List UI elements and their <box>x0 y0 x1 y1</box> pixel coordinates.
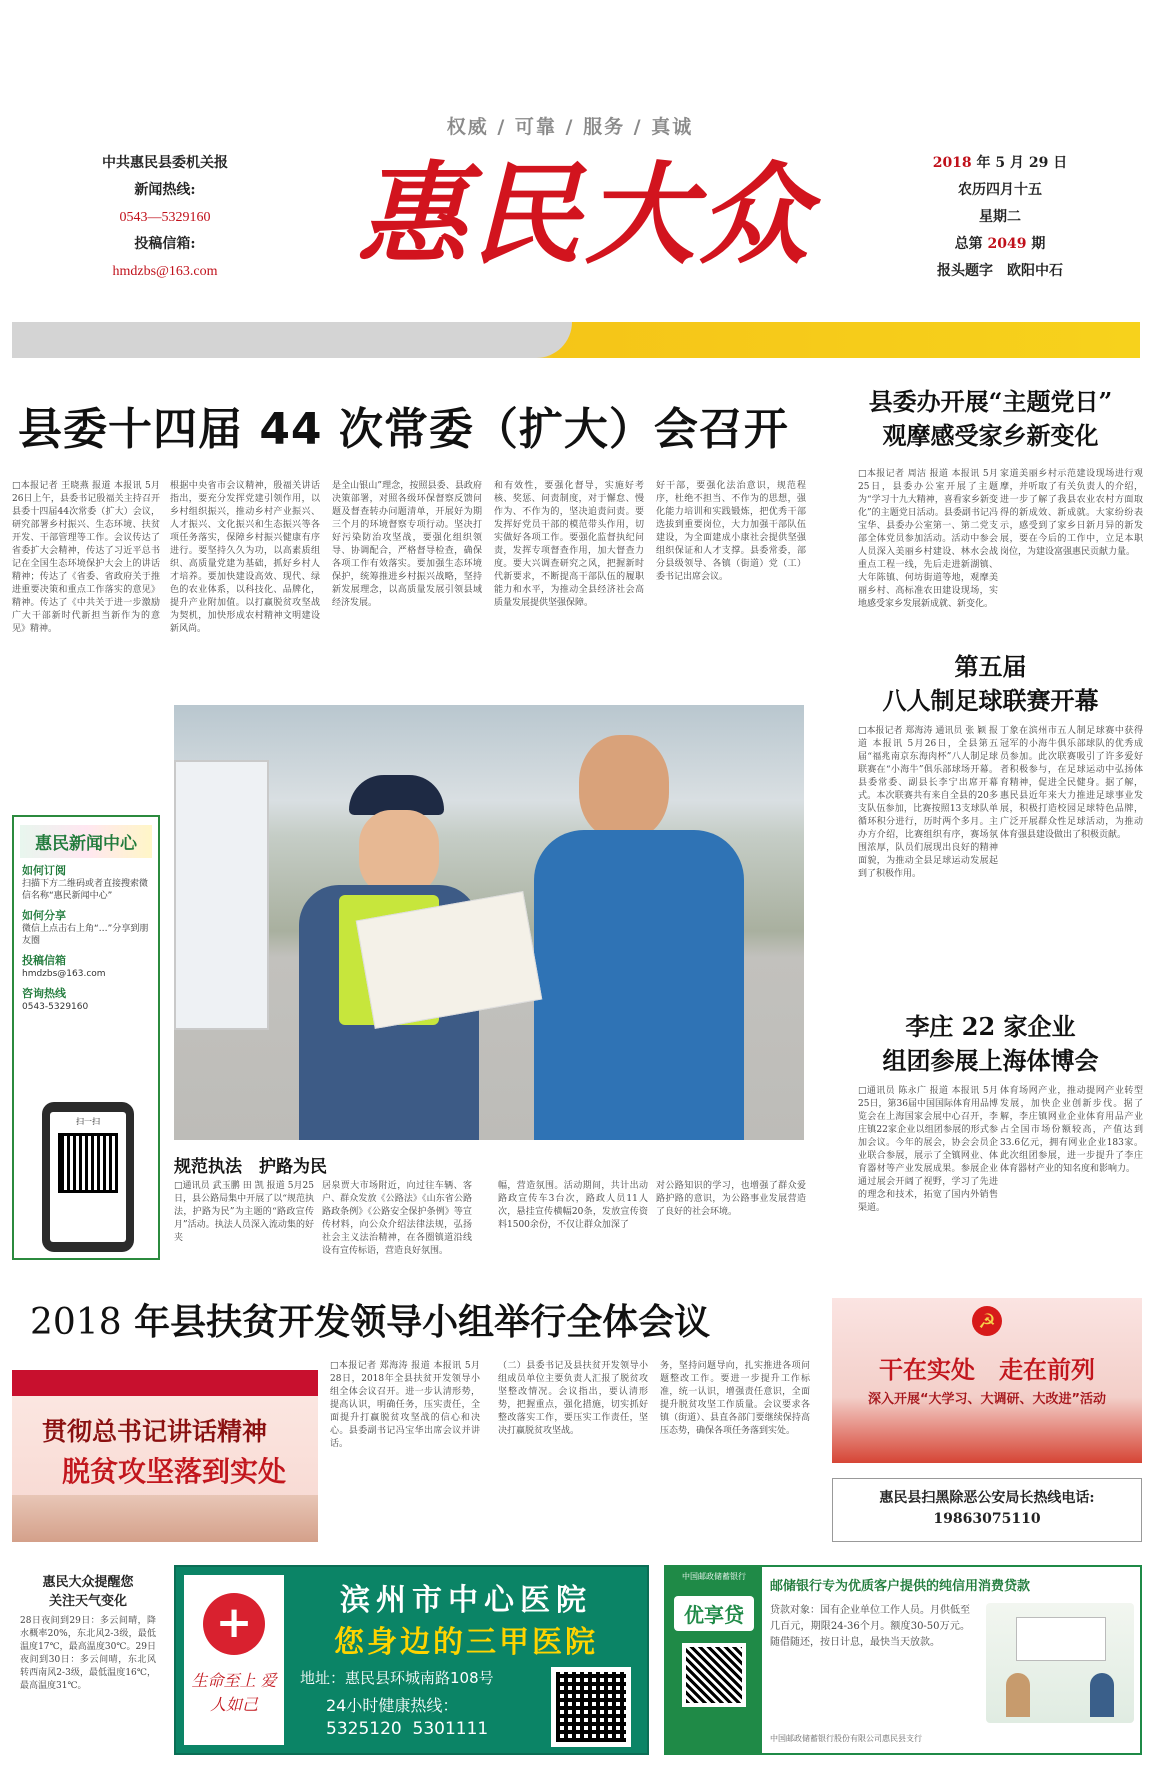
hospital-qr-code-icon <box>551 1667 631 1747</box>
right-story-3-title-1: 李庄 22 家企业 <box>905 1012 1076 1041</box>
main-headline: 县委十四届 44 次常委（扩大）会召开 <box>18 404 789 455</box>
submit-label: 投稿信箱 <box>22 954 66 967</box>
newspaper-logo: 惠民大众 <box>357 150 813 279</box>
main-story-col-2: 根据中央省市会议精神，殷福关讲话指出，要充分发挥党建引领作用，以乡村组织振兴，推动乡村产业振兴、人才振兴、文化振兴和生态振兴等各项任务落实，保障乡村振兴健康有序进行。要坚持久久为功，以高素质组织、高质量党建为基础，抓好乡村人才培养。要加快建设高效、现代、绿色的农业体系，以科技化、品牌化，提升产业附加值。以打赢脱贫攻坚战为契机，加快形成农村精神文明建设新风尚。 <box>170 481 320 634</box>
scan-label: 扫一扫 <box>76 1117 100 1126</box>
bank-features: 贷款对象：国有企业单位工作人员。月供低至几百元，期限24-36个月。额度30-50万元。随借随还，按日计息，最快当天放款。 <box>770 1605 970 1648</box>
share-label: 如何分享 <box>22 909 66 922</box>
subscribe-text: 扫描下方二维码或者直接搜索微信名称“惠民新闻中心” <box>22 879 149 901</box>
poverty-headline-text: 年县扶贫开发领导小组举行全体会议 <box>134 1302 711 1343</box>
masthead-right-info <box>920 150 1080 285</box>
bank-product: 优享贷 <box>674 1596 754 1631</box>
right-story-3-col-2: 体育场网产业，推动提网产业转型发展，加快企业创新步伐。据了解，李庄镇网业企业体育用品产业占全国市场份额较高，产值达到33.6亿元，拥有网业企业183家。此次组团参展，进一步提升了李庄体育器材产业的知名度和影响力。 <box>1000 1086 1143 1174</box>
consult-label: 咨询热线 <box>22 987 66 1000</box>
photo-story-col-2: 居泉贾大市场附近，向过往车辆、客户、群众发放《公路法》《山东省公路路政条例》《公路安全保护条例》等宣传材料，向公众介绍法律法规，弘扬社会主义法治精神，在各圈镇道沿线设有宣传标语，营造良好氛围。 <box>322 1181 472 1256</box>
poverty-banner-line-1: 贯彻总书记讲话精神 <box>42 1417 268 1446</box>
masthead-slogan: 权威 / 可靠 / 服务 / 真诚 <box>446 116 694 138</box>
poverty-headline-year: 2018 <box>30 1302 122 1343</box>
poverty-col-3: 务，坚持问题导向，扎实推进各项问题整改工作。要进一步提升工作标准，统一认识，增强责任意识，全面提升脱贫攻坚工作质量。会议要求各镇（街道）、县直各部门要继续保持高压态势，确保各项任务落到实处。 <box>660 1361 810 1436</box>
qr-code-icon <box>58 1133 118 1193</box>
right-story-1-col-1: □本报记者 周洁 报道 本报讯 5月25日，县委办公室开展了主题为“学习十九大精神，喜看家乡新变化”的主题党日活动。县委副书记冯宝华、县委办公室第一、第二党支部全体党员参加活动。活动中参会人员深入美丽乡村建设、林水会战重点工程一线，先后走进新湖镇、大年陈镇、何坊街道等地，观摩美丽乡村、高标准农田建设现场，实地感受家乡发展新成就、新变化。 <box>858 469 998 609</box>
hospital-motto: 生命至上 爱人如己 <box>191 1671 277 1714</box>
photo-story-col-4: 对公路知识的学习，也增强了群众爱路护路的意识，为公路事业发展营造了良好的社会环境。 <box>656 1181 806 1217</box>
weather-text: 28日夜间到29日：多云间晴，降水概率20%，东北风2-3级，最低温度17℃，最高温度30℃。29日夜间到30日：多云间晴，东北风转西南风2-3级，最低温度16℃，最高温度31℃。 <box>20 1616 156 1691</box>
right-story-3-col-1: □通讯员 陈永广 报道 本报讯 5月25日，第36届中国国际体育用品博览会在上海国家会展中心召开，李庄镇22家企业以组团参展的形式参加会议。今年的展会，协会会员企业联合参展，展示了全镇网业、体育器材等产业发展成果。参展企业通过展会开阔了视野，学习了先进的理念和技术，拓宽了国内外销售渠道。 <box>858 1086 998 1213</box>
main-story-col-1: □本报记者 王晓燕 报道 本报讯 5月26日上午，县委书记殷福关主持召开县委十四届44次常委（扩大）会议，研究部署乡村振兴、生态环境、扶贫开发、干部管理等工作。会议传达了省委扩大会精神，传达了习近平总书记在全国生态环境保护大会上的讲话精神；传达了《省委、省政府关于推进重要决策和重点工作落实的意见》精神。传达了《中共关于进一步激励广大干部新时代新担当新作为的意见》精神。 <box>12 481 160 634</box>
party-banner-line-1: 干在实处 走在前列 <box>879 1355 1095 1384</box>
right-story-2-title-1: 第五届 <box>954 652 1027 681</box>
weekday: 星期二 <box>979 209 1021 225</box>
lunar-date: 农历四月十五 <box>958 182 1042 198</box>
party-banner-line-2: 深入开展“大学习、大调研、大改进”活动 <box>867 1392 1107 1407</box>
submit-email: hmdzbs@163.com <box>22 969 106 979</box>
photo-story-col-3: 幅，营造氛围。活动期间，共计出动路政宣传车3台次，路政人员11人次，悬挂宣传横幅20条，发放宣传资料1500余份，不仅让群众加深了 <box>498 1181 648 1230</box>
poverty-col-1: □本报记者 郑海涛 报道 本报讯 5月28日，2018年全县扶贫开发领导小组全体会议召开。进一步认清形势，提高认识，明确任务，压实责任，全面提升打赢脱贫攻坚战的信心和决心。县委副书记冯宝华出席会议并讲话。 <box>330 1361 480 1449</box>
photo-story-col-1: □通讯员 武玉鹏 田 凯 报道 5月25日，县公路局集中开展了以“规范执法，护路为民”为主题的“路政宣传月”活动。执法人员深入流动集的好夹 <box>174 1181 314 1243</box>
hospital-address: 地址：惠民县环城南路108号 <box>300 1669 494 1687</box>
party-paper-label: 中共惠民县委机关报 <box>102 155 228 171</box>
party-emblem-icon: ☭ <box>972 1306 1002 1336</box>
right-story-1-title-1: 县委办开展“主题党日” <box>868 387 1113 416</box>
right-story-1 <box>838 385 1143 453</box>
hotline-box <box>832 1478 1142 1542</box>
news-photo <box>174 705 804 1140</box>
hospital-name: 滨州市中心医院 <box>340 1583 592 1618</box>
right-story-1-title-2: 观摩感受家乡新变化 <box>882 421 1099 450</box>
news-center-box <box>12 815 160 1260</box>
right-story-2-col-2: 丁象在滨州市五人制足球赛中获得冠军的小海牛俱乐部球队的优秀成员参加。此次联赛吸引了许多爱好者积极参与，在足球运动中弘扬体育精神，促进全民健身。据了解，惠民县近年来大力推进足球事业发展，积极打造校园足球特色品牌，广泛开展群众性足球活动，为推动体育强县建设做出了积极贡献。 <box>1000 726 1143 840</box>
bank-illustration <box>986 1603 1134 1723</box>
consult-phone: 0543-5329160 <box>22 1002 89 1012</box>
submission-email: hmdzbs@163.com <box>112 264 218 279</box>
bank-qr-code-icon <box>682 1643 746 1707</box>
hotline-label: 惠民县扫黑除恶公安局长热线电话: <box>879 1490 1095 1506</box>
main-story-col-3: 是全山银山”理念，按照县委、县政府决策部署，对照各级环保督察反馈问题及督查转办问题清单，开展好为期三个月的环境督察专项行动。坚决打好污染防治攻坚战，要强化组织领导、协调配合，严格督导检查，确保各项工作有效落实。要加强生态环境保护，统筹推进乡村振兴战略，坚持新发展理念，以高质量发展引领县域经济发展。 <box>332 481 482 608</box>
poverty-banner-line-2: 脱贫攻坚落到实处 <box>62 1455 287 1488</box>
bank-name: 中国邮政储蓄银行 <box>682 1572 746 1581</box>
hotline-number: 19863075110 <box>933 1511 1041 1527</box>
subscribe-label: 如何订阅 <box>22 864 66 877</box>
poverty-headline <box>30 1298 820 1348</box>
news-center-title: 惠民新闻中心 <box>20 825 152 858</box>
news-hotline-number: 0543—5329160 <box>119 210 211 225</box>
phone-illustration <box>42 1102 134 1252</box>
right-story-2-col-1: □本报记者 郑海涛 通讯员 张 颖 报道 本报讯 5月26日，全县第五届“福兆南京东海肉杯”八人制足球联赛在“小海牛”俱乐部球场开幕。县委常委、副县长李宁出席开幕式。本次联赛共有来自全县的20多支队伍参加，比赛按照13支球队单循环积分进行，历时两个多月。主办方介绍，比赛组织有序，赛场氛围浓厚，队员们展现出良好的精神面貌，为推动全县足球运动发展起到了积极作用。 <box>858 726 998 879</box>
photo-display-board <box>174 760 269 1030</box>
bank-headline: 邮储银行专为优质客户提供的纯信用消费贷款 <box>770 1579 1031 1594</box>
right-story-2 <box>838 650 1143 718</box>
right-story-2-title-2: 八人制足球联赛开幕 <box>882 686 1099 715</box>
issue-date: 2018 年 5 月 29 日 <box>932 155 1068 171</box>
hospital-logo-panel <box>184 1575 284 1745</box>
masthead-divider-bar <box>12 322 1140 358</box>
poverty-banner <box>12 1370 318 1542</box>
share-text: 微信上点击右上角“…”分享到朋友圈 <box>22 924 149 946</box>
weather-title-2: 关注天气变化 <box>48 1594 127 1609</box>
bank-left-panel <box>666 1567 762 1753</box>
calligraphy-credit: 报头题字 欧阳中石 <box>937 263 1063 279</box>
poverty-col-2: （二）县委书记及县扶贫开发领导小组成员单位主要负责人汇报了脱贫攻坚整改情况。会议指出，要认清形势，把握重点，强化措施，切实抓好整改落实工作，要压实工作责任，坚决打赢脱贫攻坚战。 <box>498 1361 648 1436</box>
right-story-3-title-2: 组团参展上海体博会 <box>882 1046 1099 1075</box>
submission-email-label: 投稿信箱: <box>134 236 196 252</box>
masthead-left-info <box>80 150 250 285</box>
banner-red-top <box>12 1370 318 1396</box>
party-banner <box>832 1298 1142 1463</box>
issue-number: 总第 2049 期 <box>954 236 1046 252</box>
main-story-col-4: 和有效性，要强化督导，实施好考核、奖惩、问责制度，对于懈怠、慢作为、不作为的，坚决追责问责。要发挥好党员干部的模范带头作用，切实做好各项工作。要强化监督执纪问责，发挥专项督查作用，加大督查力度。要大兴调查研究之风，把握新时代新要求，不断提高干部队伍的履职能力和水平，为推动全县经济社会高质量发展提供坚强保障。 <box>494 481 644 608</box>
hospital-hotline-label: 24小时健康热线： <box>326 1696 459 1715</box>
bank-ad <box>664 1565 1142 1755</box>
hospital-slogan: 您身边的三甲医院 <box>334 1625 598 1660</box>
bank-small-print: 中国邮政储蓄银行股份有限公司惠民县支行 <box>770 1734 922 1743</box>
banner-skyline <box>12 1495 318 1542</box>
news-hotline-label: 新闻热线: <box>134 182 196 198</box>
photo-caption: 规范执法 护路为民 <box>174 1157 327 1177</box>
right-story-1-col-2: 家道美丽乡村示范建设现场进行观摩，并听取了有关负责人的介绍，进一步了解了我县农业农村方面取得的新成效、新成就。大家纷纷表示，感受到了家乡日新月异的新发展，要在今后的工作中，立足本职岗位，为建设富强惠民贡献力量。 <box>1000 469 1143 557</box>
hospital-ad <box>174 1565 649 1755</box>
hospital-phones: 5325120 5301111 <box>326 1719 489 1739</box>
medical-cross-icon: + <box>203 1593 265 1655</box>
weather-box <box>12 1565 164 1755</box>
right-story-3 <box>838 1010 1143 1078</box>
main-story-col-5: 好干部，要强化法治意识，规范程序，杜绝不担当、不作为的思想，强化能力培训和实践锻炼，把优秀干部选拔到重要岗位，大力加强干部队伍建设，为全面建成小康社会提供坚强组织保证和人才支撑。县委常委，部分县级领导、各镇（街道）党（工）委书记出席会议。 <box>656 481 806 582</box>
weather-title-1: 惠民大众提醒您 <box>42 1575 134 1590</box>
